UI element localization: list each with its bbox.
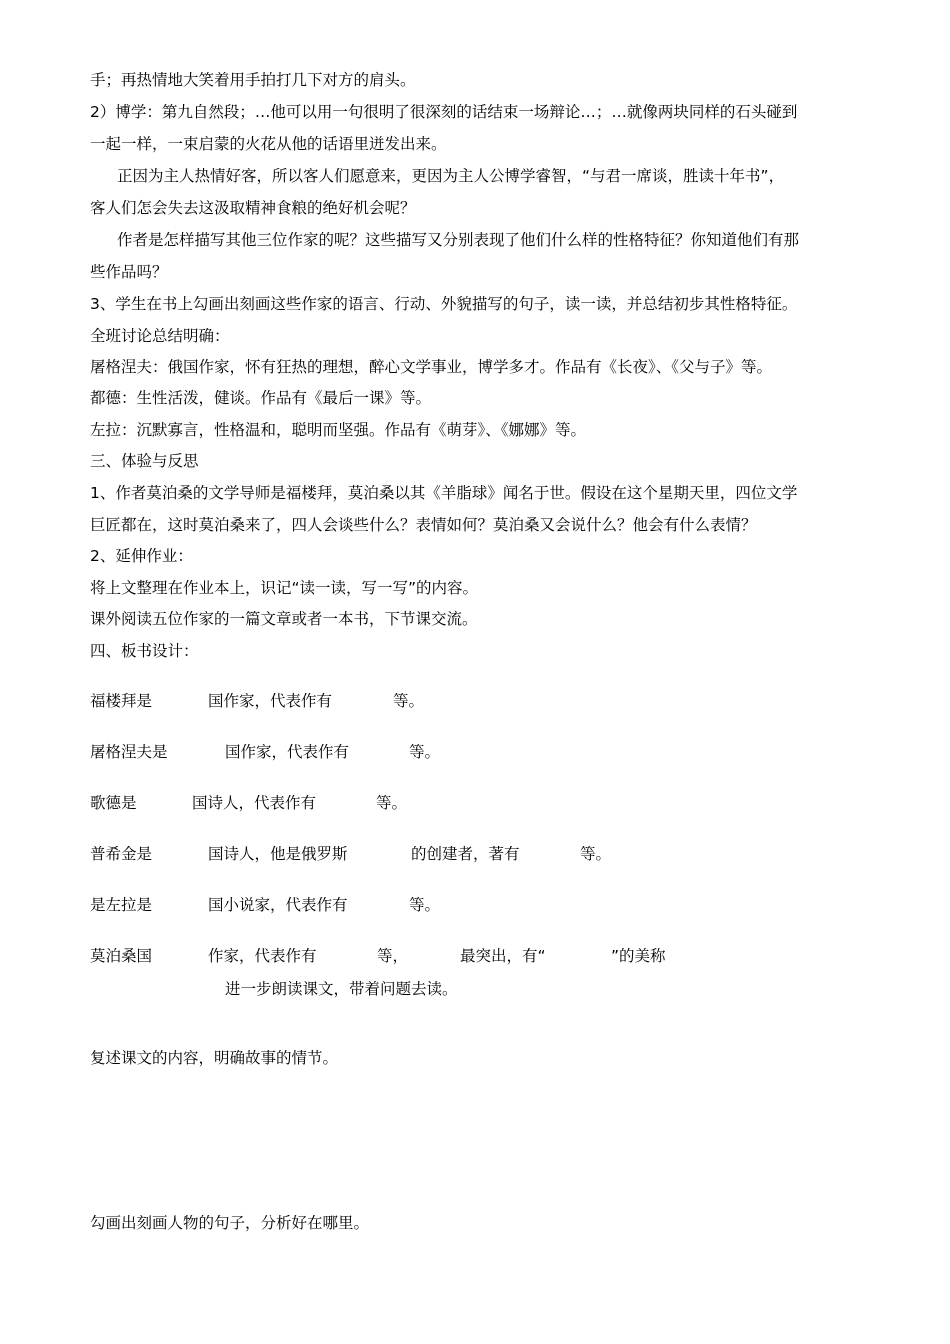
board-text: 国诗人，他是俄罗斯 xyxy=(208,845,348,863)
text-line: 课外阅读五位作家的一篇文章或者一本书，下节课交流。 xyxy=(90,610,478,628)
board-text: 国作家，代表作有 xyxy=(208,692,333,710)
board-text: 等。 xyxy=(580,845,612,863)
text-line: 3、学生在书上勾画出刻画这些作家的语言、行动、外貌描写的句子，读一读，并总结初步其性格特征。 xyxy=(90,295,798,313)
board-text: 等， xyxy=(377,947,409,965)
text-line: 左拉：沉默寡言，性格温和，聪明而坚强。作品有《萌芽》、《娜娜》等。 xyxy=(90,421,587,439)
board-text: 最突出，有“ xyxy=(460,947,546,965)
board-text: 等。 xyxy=(393,692,425,710)
board-text: 莫泊桑国 xyxy=(90,947,153,965)
board-text: 歌德是 xyxy=(90,794,137,812)
section-heading: 四、板书设计： xyxy=(90,642,199,660)
text-line: 都德：生性活泼，健谈。作品有《最后一课》等。 xyxy=(90,389,432,407)
section-heading: 三、体验与反思 xyxy=(90,452,199,470)
board-text: 国作家，代表作有 xyxy=(225,743,350,761)
text-line: 正因为主人热情好客，所以客人们愿意来，更因为主人公博学睿智，“与君一席谈，胜读十年书”， xyxy=(117,167,785,185)
text-line: 巨匠都在，这时莫泊桑来了，四人会谈些什么？表情如何？莫泊桑又会说什么？他会有什么表情？ xyxy=(90,516,757,534)
text-line: 一起一样，一束启蒙的火花从他的话语里迸发出来。 xyxy=(90,135,447,153)
board-text: 等。 xyxy=(409,896,441,914)
text-line: 客人们怎会失去这汲取精神食粮的绝好机会呢？ xyxy=(90,199,416,217)
text-line: 手；再热情地大笑着用手拍打几下对方的肩头。 xyxy=(90,71,416,89)
text-line: 作者是怎样描写其他三位作家的呢？这些描写又分别表现了他们什么样的性格特征？你知道他们有那 xyxy=(117,231,800,249)
text-line: 全班讨论总结明确： xyxy=(90,327,230,345)
board-text: 等。 xyxy=(409,743,441,761)
text-line: 将上文整理在作业本上，识记“读一读，写一写”的内容。 xyxy=(90,579,479,597)
text-line: 些作品吗？ xyxy=(90,263,168,281)
text-line: 进一步朗读课文，带着问题去读。 xyxy=(225,980,458,998)
text-line: 2、延伸作业： xyxy=(90,547,193,565)
board-text: 等。 xyxy=(376,794,408,812)
board-text: 福楼拜是 xyxy=(90,692,153,710)
text-line: 1、作者莫泊桑的文学导师是福楼拜，莫泊桑以其《羊脂球》闻名于世。假设在这个星期天里，四位文学 xyxy=(90,484,798,502)
text-line: 2）博学：第九自然段；…他可以用一句很明了很深刻的话结束一场辩论…；…就像两块同样的石头碰到 xyxy=(90,103,798,121)
board-text: 国诗人，代表作有 xyxy=(192,794,317,812)
board-text: 国小说家，代表作有 xyxy=(208,896,348,914)
board-text: 屠格涅夫是 xyxy=(90,743,168,761)
text-line: 复述课文的内容，明确故事的情节。 xyxy=(90,1049,339,1067)
board-text: ”的美称 xyxy=(611,947,666,965)
board-text: 普希金是 xyxy=(90,845,153,863)
board-text: 作家，代表作有 xyxy=(208,947,317,965)
text-line: 屠格涅夫：俄国作家，怀有狂热的理想，醉心文学事业，博学多才。作品有《长夜》、《父与子》等。 xyxy=(90,358,773,376)
board-text: 是左拉是 xyxy=(90,896,153,914)
text-line: 勾画出刻画人物的句子，分析好在哪里。 xyxy=(90,1214,370,1232)
board-text: 的创建者，著有 xyxy=(411,845,520,863)
